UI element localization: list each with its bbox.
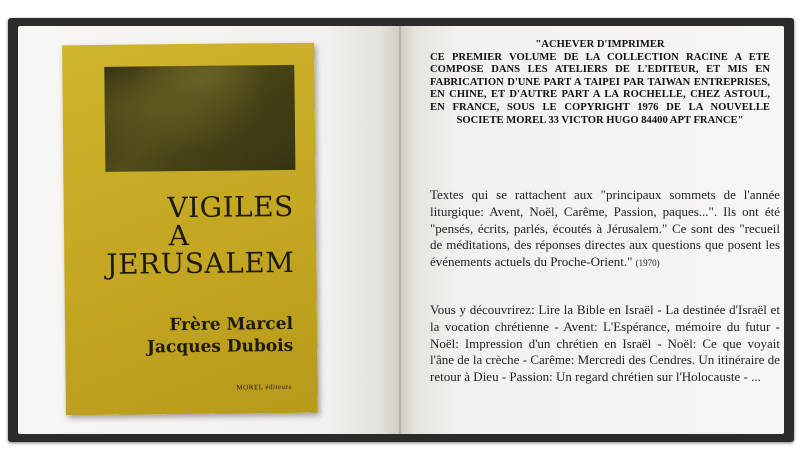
colophon-text — [430, 39, 770, 127]
cover-illustration — [104, 65, 295, 172]
cover-title-line-2: A — [168, 219, 190, 253]
description-paragraph-1-text: Textes qui se rattachent aux "principaux sommets de l'année liturgique: Avent, Noël, Carême, Passion, paques...". Ils ont été "pensés, écrits, parlés, écoutés à Jérusalem." Ce sont des "recueil de méditations, des réponses directes aux questions que posent les événements actuels du Proche-Orient." — [430, 187, 780, 270]
publication-year: (1970) — [635, 258, 660, 269]
cover-authors — [93, 313, 293, 359]
colophon-body: CE PREMIER VOLUME DE LA COLLECTION RACINE A ETE COMPOSE DANS LES ATELIERS DE L'EDITEUR, ET MIS EN FABRICATION D'UNE PART A TAIPEI PAR TAIWAN ENTREPRISES, EN CHINE, ET D'AUTRE PART A LA ROCHELLE, CHEZ ASTOUL, EN FRANCE, SOUS LE COPYRIGHT 1976 DE LA NOUVELLE SOCIETE MOREL 33 VICTOR HUGO 84400 APT FRANCE" — [430, 51, 770, 126]
cover-author-1: Frère Marcel — [169, 313, 294, 336]
description-paragraph-2: Vous y découvrirez: Lire la Bible en Israël - La destinée d'Israël et la vocation chrétienne - Avent: L'Espérance, mémoire du futur - Noël: Impression d'un chrétien en Israël - Noël: Ce que voyait l'âne de la crèche - Carême: Mercredi des Cendres. Un itinéraire de retour à Dieu - Passion: Un regard chrétien sur l'Holocauste - ... — [430, 302, 780, 385]
cover-title-line-3: JERUSALEM — [106, 245, 295, 281]
cover-author-2: Jacques Dubois — [146, 335, 294, 358]
colophon-heading: "ACHEVER D'IMPRIMER — [535, 39, 665, 50]
book-cover-photo — [62, 43, 318, 416]
cover-title-line-1: VIGILES — [167, 189, 294, 225]
description-paragraph-1 — [430, 187, 780, 272]
book-spine — [399, 26, 401, 434]
cover-publisher: MOREL éditeurs — [236, 382, 292, 392]
cover-title — [94, 189, 295, 281]
